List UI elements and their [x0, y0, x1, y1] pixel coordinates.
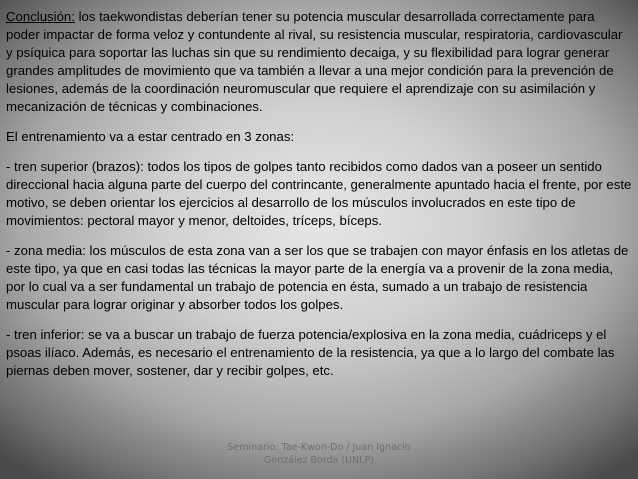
footer-line-2: González Borda (UNLP)	[264, 455, 374, 466]
conclusion-label: Conclusión:	[6, 9, 75, 24]
footer-line-1: Seminario: Tae-Kwon-Do / Juan Ignacio	[227, 442, 411, 453]
zone-core: - zona media: los músculos de esta zona van a ser los que se trabajen con mayor énfasis en los atletas de este tipo, ya que en casi todas las técnicas la mayor parte de la energía va a provenir de la zona media, por lo cual va a ser fundamental un trabajo de potencia en ésta, sumado a un trabajo de resistencia muscular para lograr originar y absorber todos los golpes.	[6, 243, 629, 312]
slide-body	[6, 8, 632, 392]
zones-intro: El entrenamiento va a estar centrado en 3 zonas:	[6, 129, 295, 144]
conclusion-text: los taekwondistas deberían tener su potencia muscular desarrollada correctamente para poder impactar de forma veloz y contundente al rival, su resistencia muscular, respiratoria, cardiovascular y psíquica para soportar las luchas sin que su rendimiento decaiga, y su flexibilidad para lograr generar grandes amplitudes de movimiento que va también a llevar a una mejor condición para la prevención de lesiones, además de la coordinación neuromuscular que requiere el aprendizaje con su asimilación y mecanización de técnicas y combinaciones.	[6, 9, 623, 114]
zone-upper-body: - tren superior (brazos): todos los tipos de golpes tanto recibidos como dados van a poseer un sentido direccional hacia alguna parte del cuerpo del contrincante, generalmente apuntado hacia el frente, por este motivo, se deben orientar los ejercicios al desarrollo de los músculos involucrados en este tipo de movimientos: pectoral mayor y menor, deltoides, tríceps, bíceps.	[6, 159, 632, 228]
zone-lower-body: - tren inferior: se va a buscar un trabajo de fuerza potencia/explosiva en la zona media, cuádriceps y el psoas ilíaco. Además, es necesario el entrenamiento de la resistencia, ya que a lo largo del combate las piernas deben mover, sostener, dar y recibir golpes, etc.	[6, 327, 615, 378]
conclusion-paragraph	[6, 8, 632, 116]
slide-footer	[210, 441, 428, 467]
